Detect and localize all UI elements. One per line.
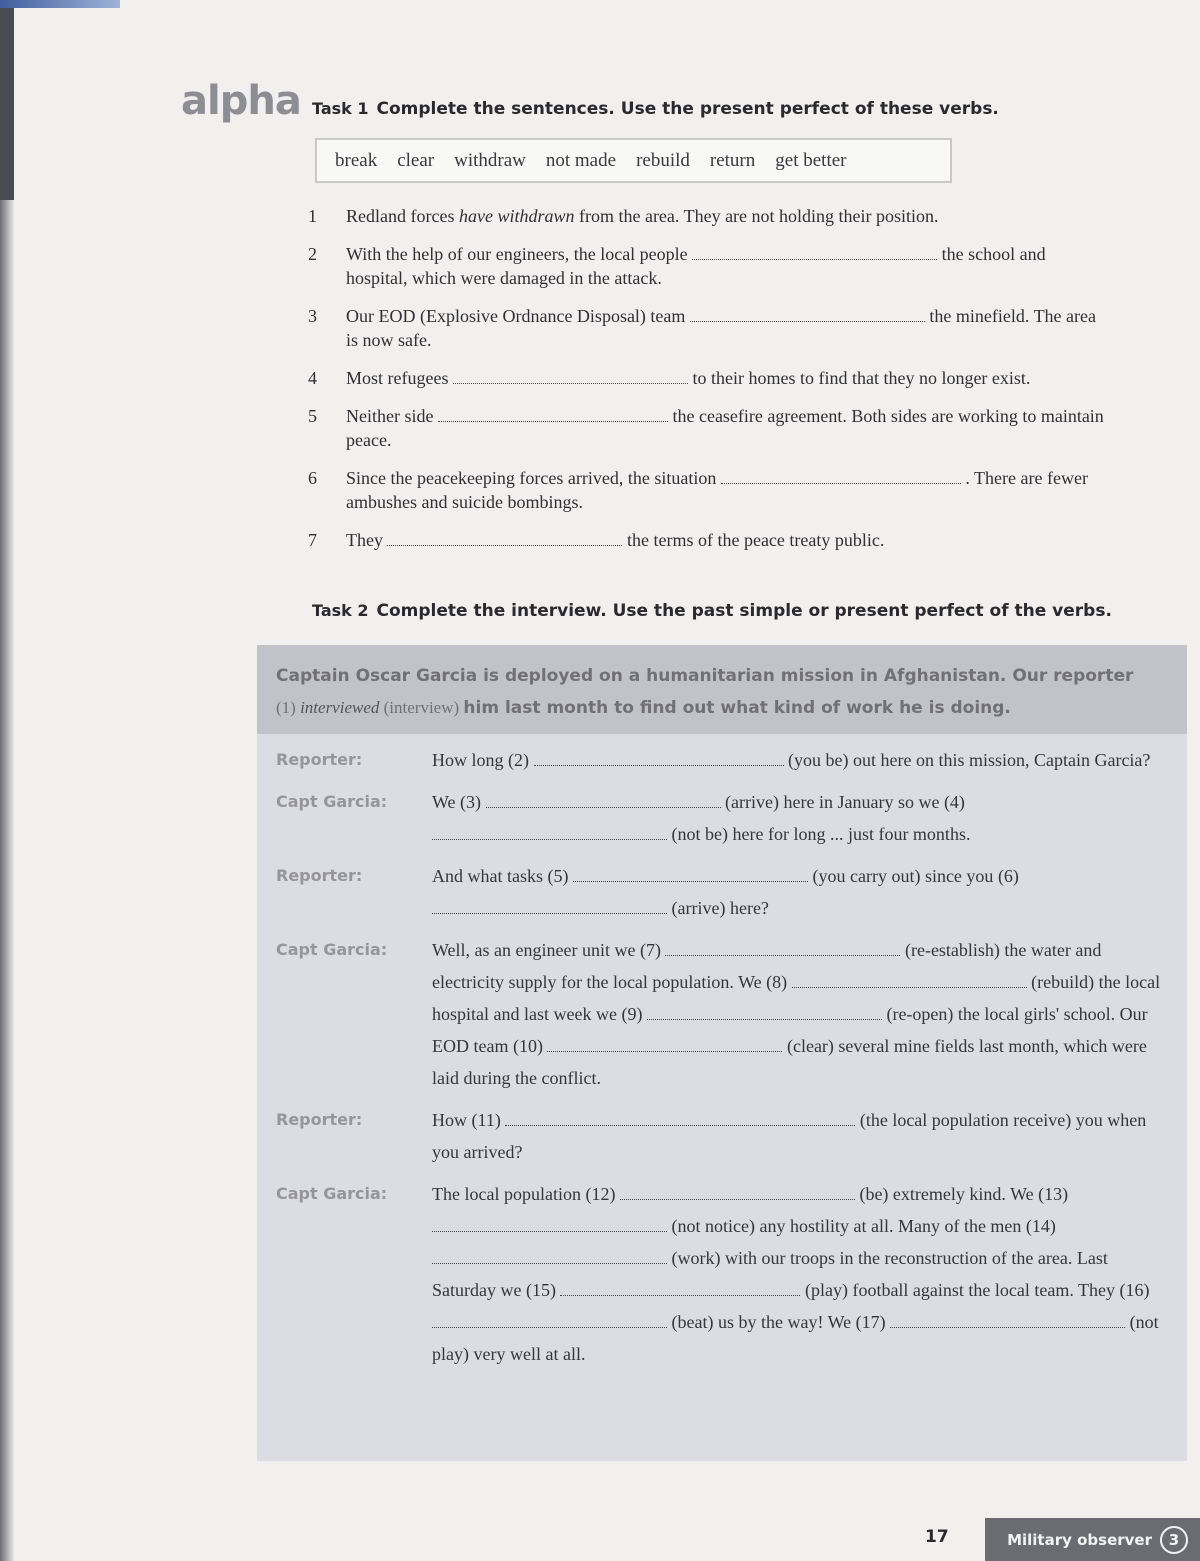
- dialogue-text: Well, as an engineer unit we (7): [432, 940, 666, 960]
- answer-blank[interactable]: [432, 825, 667, 840]
- answer-blank[interactable]: [792, 973, 1027, 988]
- dialogue-text: (not play) very well at all.: [432, 1312, 1159, 1364]
- answer-blank[interactable]: [665, 941, 900, 956]
- sentence-item: [308, 204, 1108, 228]
- sentence-text-after: the minefield. The area is now safe.: [346, 306, 1097, 350]
- answer-blank[interactable]: [432, 1217, 667, 1232]
- sentence-text: [346, 404, 1108, 452]
- interview-turn: [257, 1178, 1187, 1370]
- sentence-item: [308, 304, 1108, 352]
- sentence-text-before: Our EOD (Explosive Ordnance Disposal) team: [346, 306, 690, 326]
- sentence-text: [346, 242, 1108, 290]
- sentence-item: [308, 366, 1108, 390]
- dialogue-text: (play) football against the local team. They (16): [800, 1280, 1150, 1300]
- dialogue-text: (re-open) the local girls' school. Our EOD team (10): [432, 1004, 1148, 1056]
- speaker-text: [432, 786, 1167, 850]
- sentence-text: [346, 366, 1108, 390]
- sentence-text-after: from the area. They are not holding their position.: [574, 206, 939, 226]
- sentence-number: 3: [308, 306, 317, 326]
- example-answer: have withdrawn: [458, 206, 575, 226]
- dialogue-text: (arrive) here?: [667, 898, 769, 918]
- binding-tab: [0, 0, 14, 200]
- speaker-label: Reporter:: [276, 1110, 363, 1129]
- dialogue-text: How (11): [432, 1110, 506, 1130]
- unit-number-badge: 3: [1160, 1526, 1188, 1554]
- interview-dialogue: [257, 744, 1187, 1370]
- speaker-text: [432, 934, 1167, 1094]
- sentence-text-after: the terms of the peace treaty public.: [622, 530, 885, 550]
- sentence-text: [346, 466, 1108, 514]
- dialogue-text: (9): [621, 1004, 647, 1024]
- dialogue-text: (work) with our troops in the reconstruction of the area. Last Saturday we (15): [432, 1248, 1108, 1300]
- dialogue-text: (you carry out) since you: [807, 866, 998, 886]
- answer-blank[interactable]: [692, 245, 937, 260]
- answer-blank[interactable]: [453, 369, 688, 384]
- task1-heading: [312, 99, 999, 119]
- answer-blank[interactable]: [721, 469, 961, 484]
- dialogue-text: We (3): [432, 792, 486, 812]
- dialogue-text: (arrive) here in January so we: [720, 792, 944, 812]
- answer-blank[interactable]: [647, 1005, 882, 1020]
- interview-turn: [257, 786, 1187, 850]
- answer-blank[interactable]: [432, 899, 667, 914]
- answer-blank[interactable]: [573, 867, 808, 882]
- task1-instruction: Complete the sentences. Use the present perfect of these verbs.: [376, 99, 999, 119]
- dialogue-text: (clear) several mine fields last month, which were laid during the conflict.: [432, 1036, 1147, 1088]
- sentence-number: 5: [308, 406, 317, 426]
- verb-word: get better: [775, 149, 847, 171]
- sentence-text: [346, 528, 1108, 552]
- speaker-label: Capt Garcia:: [276, 792, 388, 811]
- intro-number: (1): [276, 698, 301, 717]
- task1-label: Task 1: [312, 99, 369, 118]
- verb-word: withdraw: [454, 149, 526, 171]
- task1-sentence-list: [308, 204, 1108, 566]
- dialogue-text: (beat) us by the way! We (17): [667, 1312, 891, 1332]
- answer-blank[interactable]: [890, 1313, 1125, 1328]
- answer-blank[interactable]: [387, 531, 622, 546]
- sentence-number: 4: [308, 368, 317, 388]
- dialogue-text: And what tasks (5): [432, 866, 573, 886]
- sentence-text-before: With the help of our engineers, the local people: [346, 244, 693, 264]
- speaker-label: Capt Garcia:: [276, 1184, 388, 1203]
- sentence-text-before: Since the peacekeeping forces arrived, the situation: [346, 468, 721, 488]
- answer-blank[interactable]: [486, 793, 721, 808]
- sentence-number: 2: [308, 244, 317, 264]
- dialogue-text: (be) extremely kind. We: [854, 1184, 1039, 1204]
- interview-panel: [257, 645, 1187, 1461]
- interview-intro: [257, 645, 1187, 734]
- intro-rest: him last month to find out what kind of work he is doing.: [463, 698, 1011, 718]
- answer-blank[interactable]: [438, 407, 668, 422]
- speaker-text: [432, 1104, 1167, 1168]
- verb-word: break: [335, 149, 378, 171]
- sentence-item: [308, 404, 1108, 452]
- sentence-number: 1: [308, 206, 317, 226]
- sentence-text-before: They: [346, 530, 388, 550]
- dialogue-text: (4): [943, 792, 965, 812]
- sentence-text: [346, 204, 1108, 228]
- dialogue-text: (re-establish) the water and electricity supply for the local population. We: [432, 940, 1102, 992]
- answer-blank[interactable]: [432, 1313, 667, 1328]
- dialogue-text: (8): [766, 972, 792, 992]
- sentence-number: 7: [308, 530, 317, 550]
- answer-blank[interactable]: [432, 1249, 667, 1264]
- dialogue-text: The local population (12): [432, 1184, 620, 1204]
- dialogue-text: (not be) here for long ... just four months.: [667, 824, 971, 844]
- interview-turn: [257, 744, 1187, 776]
- dialogue-text: How long (2): [432, 750, 534, 770]
- task2-instruction: Complete the interview. Use the past simple or present perfect of the verbs.: [376, 601, 1112, 621]
- speaker-label: Reporter:: [276, 750, 363, 769]
- intro-answer: interviewed: [300, 698, 380, 717]
- sentence-text-before: Most refugees: [346, 368, 453, 388]
- top-edge-stripe: [0, 0, 120, 8]
- sentence-text-before: Redland forces: [346, 206, 459, 226]
- task2-heading: [312, 601, 1112, 621]
- sentence-text: [346, 304, 1108, 352]
- verb-word: rebuild: [636, 149, 690, 171]
- dialogue-text: (6): [997, 866, 1019, 886]
- sentence-text-after: . There are fewer ambushes and suicide bombings.: [346, 468, 1088, 512]
- sentence-text-after: the school and hospital, which were damaged in the attack.: [346, 244, 1046, 288]
- sentence-item: [308, 242, 1108, 290]
- dialogue-text: (the local population receive) you when you arrived?: [432, 1110, 1147, 1162]
- page-binding-edge: [0, 0, 14, 1561]
- interview-turn: [257, 860, 1187, 924]
- sentence-item: [308, 528, 1108, 552]
- verb-word: not made: [545, 149, 617, 171]
- intro-text: Captain Oscar Garcia is deployed on a humanitarian mission in Afghanistan. Our reporter: [276, 666, 1134, 686]
- speaker-label: Capt Garcia:: [276, 940, 388, 959]
- sentence-text-after: to their homes to find that they no longer exist.: [687, 368, 1031, 388]
- dialogue-text: (rebuild) the local hospital and last week we: [432, 972, 1161, 1024]
- speaker-text: [432, 744, 1167, 776]
- sentence-text-after: the ceasefire agreement. Both sides are working to maintain peace.: [346, 406, 1104, 450]
- dialogue-text: (not notice) any hostility at all. Many of the men (14): [667, 1216, 1056, 1236]
- dialogue-text: (you be) out here on this mission, Captain Garcia?: [783, 750, 1151, 770]
- unit-footer-tab: [985, 1518, 1200, 1561]
- alpha-logo: alpha: [181, 78, 301, 124]
- answer-blank[interactable]: [547, 1037, 782, 1052]
- sentence-number: 6: [308, 468, 317, 488]
- dialogue-text: (13): [1038, 1184, 1069, 1204]
- speaker-text: [432, 1178, 1167, 1370]
- answer-blank[interactable]: [534, 751, 784, 766]
- speaker-label: Reporter:: [276, 866, 363, 885]
- unit-title: Military observer: [1007, 1530, 1152, 1549]
- answer-blank[interactable]: [690, 307, 925, 322]
- page-number: 17: [925, 1527, 949, 1547]
- verb-word-box: [315, 138, 952, 183]
- sentence-item: [308, 466, 1108, 514]
- answer-blank[interactable]: [560, 1281, 800, 1296]
- interview-turn: [257, 1104, 1187, 1168]
- verb-word: return: [709, 149, 756, 171]
- interview-turn: [257, 934, 1187, 1094]
- verb-word: clear: [397, 149, 435, 171]
- sentence-text-before: Neither side: [346, 406, 438, 426]
- speaker-text: [432, 860, 1167, 924]
- answer-blank[interactable]: [505, 1111, 855, 1126]
- intro-verb: (interview): [379, 698, 464, 717]
- answer-blank[interactable]: [620, 1185, 855, 1200]
- task2-label: Task 2: [312, 601, 369, 620]
